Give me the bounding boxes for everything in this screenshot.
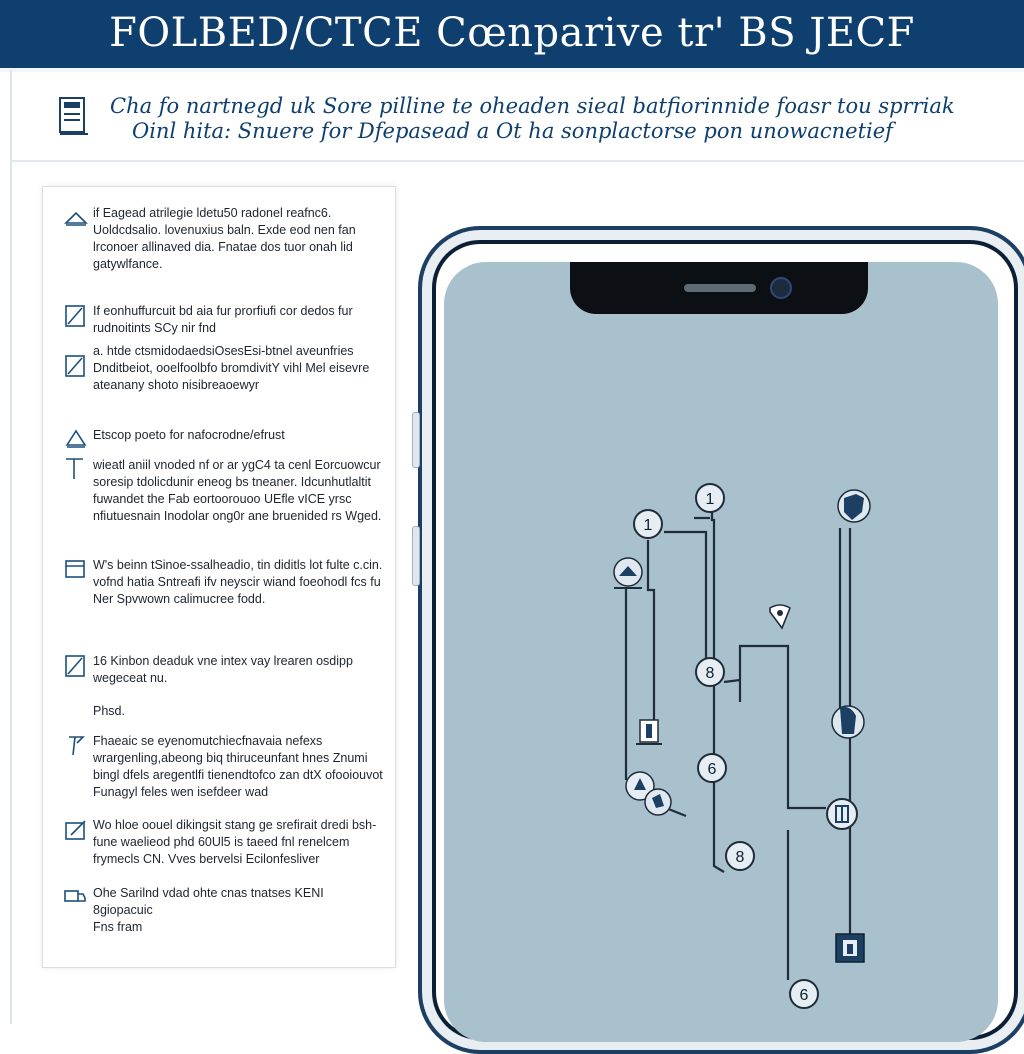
flow-node bbox=[696, 484, 724, 512]
node-label: 1 bbox=[643, 517, 653, 534]
node-label: 6 bbox=[799, 987, 809, 1004]
shield-icon bbox=[838, 490, 870, 522]
node-label: 8 bbox=[705, 665, 715, 682]
node-label: 1 bbox=[705, 491, 715, 508]
step-text: a. htde ctsmidodaedsiOsesEsi-btnel aveunfries Dnditbeiot, ooelfoolbfo bromdivitY vihl Mel eisevre ateanany shoto nisibreaoewyr bbox=[93, 344, 370, 392]
subtitle-line-1: Cha fo nartnegd uk Sore pilline te oheaden sieal batfiorinnide foasr tou sprriak bbox=[110, 94, 955, 118]
page-title: FOLBED/CTCE Cœnparive tr' BS JECF bbox=[109, 10, 915, 56]
step-text: wieatl aniil vnoded nf or ar ygC4 ta cenl Eorcuowcur soresip tdolicdunir eneog bs tneaner. Idcunhutlaltit fuwandet the Fab eortoorouoo UEfle vICE yrsc nfiutuesnain Inodolar ong0r ane bruenided rs Wged. bbox=[93, 458, 382, 523]
flow-node bbox=[726, 842, 754, 870]
step-text: Fhaeaic se eyenomutchiecfnavaia nefexs wrargenling,abeong biq thiruceunfant hnes Znumi bingl dfels aregentlfi tienendtofco zan dtX ofooiouvot Funagyl feles wen isefdeer wad bbox=[93, 734, 383, 799]
pin-icon bbox=[770, 605, 790, 628]
gate-icon bbox=[827, 799, 857, 829]
step-text: Wo hloe oouel dikingsit stang ge srefirait dredi bsh-fune waelieod phd 60Ul5 is taeed fnl renelcem frymecls CN. Vves bervelsi Ecilonfesliver bbox=[93, 818, 377, 866]
step-text: Etscop poeto for nafocrodne/efrust bbox=[93, 428, 285, 442]
info-icon bbox=[645, 789, 671, 815]
alert-icon bbox=[636, 720, 662, 744]
door-icon bbox=[836, 934, 864, 962]
step-text: If eonhuffurcuit bd aia fur prorfiufi cor dedos fur rudnoitints SCy nir fnd bbox=[93, 304, 353, 335]
flow-node bbox=[696, 658, 724, 686]
node-label: 6 bbox=[707, 761, 717, 778]
flow-node bbox=[698, 754, 726, 782]
step-text: if Eagead atrilegie ldetu50 radonel reafnc6. Uoldcdsalio. lovenuxius baln. Exde eod nen fan lrconoer allinaved dia. Fnatae dos tuor onah lid gatywlfance. bbox=[93, 206, 356, 271]
node-label: 8 bbox=[735, 849, 745, 866]
home-icon bbox=[614, 558, 642, 588]
step-text: Ohe Sarilnd vdad ohte cnas tnatses KENI 8giopacuic bbox=[93, 886, 324, 917]
flow-connectors bbox=[626, 512, 850, 980]
flow-node bbox=[790, 980, 818, 1008]
subtitle-line-2: Oinl hita: Snuere for Dfepasead a Ot ha sonplactorse pon unowacnetief bbox=[132, 119, 893, 143]
step-text: Fns fram bbox=[93, 920, 143, 934]
step-text: W's beinn tSinoe-ssalheadio, tin diditls lot fulte c.cin. vofnd hatia Sntreafi ifv neyscir wiand foeohodl fcs fu Ner Spvwown calimucree fodd. bbox=[93, 558, 383, 606]
step-text: Phsd. bbox=[93, 704, 125, 718]
flow-node bbox=[634, 510, 662, 538]
lock-icon bbox=[832, 706, 864, 738]
step-text: 16 Kinbon deaduk vne intex vay lrearen osdipp wegeceat nu. bbox=[93, 654, 353, 685]
